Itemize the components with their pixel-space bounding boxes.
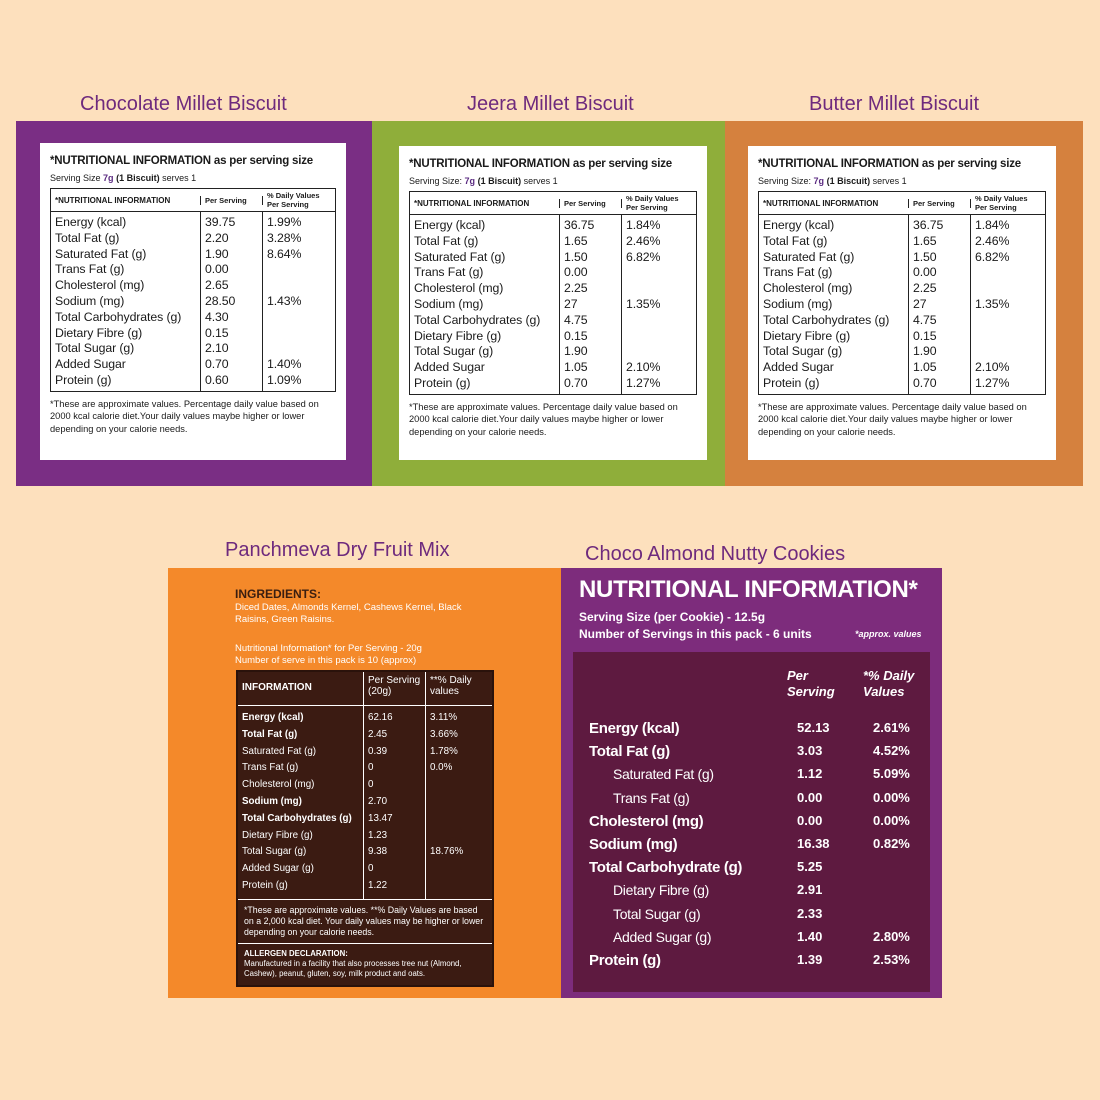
nutrient-value: 1.50	[913, 249, 937, 264]
table-row	[573, 952, 930, 975]
nutrient-name: Total Fat (g)	[589, 743, 670, 761]
nutrient-name: Total Carbohydrates (g)	[242, 812, 352, 824]
nutrient-name: Total Fat (g)	[55, 230, 120, 245]
nutrient-value: 2.45	[368, 728, 388, 740]
nutrient-daily-value: 1.27%	[975, 375, 1010, 390]
nutrient-value: 0.70	[205, 357, 229, 372]
panchmeva-note: *These are approximate values. **% Daily Values are based on a 2,000 kcal diet. Your daily values may be higher or lower depending on your calorie needs.	[238, 899, 492, 943]
nutrient-value: 27	[913, 296, 927, 311]
nutrient-daily-value: 1.35%	[975, 296, 1010, 311]
nutrient-daily-value	[430, 794, 488, 811]
serving-qty: 7g	[813, 176, 825, 186]
nutrient-name: Total Carbohydrate (g)	[589, 859, 743, 877]
serving-prefix: Serving Size	[50, 173, 101, 183]
nutrient-daily-value: 1.43%	[267, 293, 302, 308]
nutrient-daily-value	[430, 861, 488, 878]
nutrient-name: Trans Fat (g)	[242, 762, 299, 774]
nutrient-name: Protein (g)	[589, 952, 661, 969]
nutrient-daily-value	[430, 777, 488, 794]
serving-prefix: Serving Size:	[409, 176, 463, 186]
nutrient-daily-value: 2.10%	[975, 360, 1010, 375]
nutrient-value: 1.90	[205, 246, 229, 261]
nutrient-value: 1.12	[797, 766, 823, 782]
nutrient-daily-value	[267, 310, 331, 326]
nutrient-value: 0.00	[205, 262, 229, 277]
nutrient-value: 3.03	[797, 743, 823, 759]
nutrient-value: 9.38	[368, 846, 388, 858]
nutrient-daily-value: 6.82%	[626, 249, 661, 264]
nutrient-value: 0.70	[564, 375, 588, 390]
nutrient-value: 1.90	[913, 344, 937, 359]
nutrient-name: Dietary Fibre (g)	[242, 829, 313, 841]
nutrient-names	[759, 215, 909, 394]
choco-servings: Number of Servings in this pack - 6 units	[579, 627, 812, 641]
nutrient-name: Trans Fat (g)	[55, 262, 125, 277]
nutrient-daily-value: 4.52%	[873, 743, 910, 759]
nutrient-value: 0.00	[564, 265, 588, 280]
table-row	[573, 766, 930, 789]
nutrient-daily-value	[626, 281, 692, 297]
nutrient-value: 27	[564, 296, 578, 311]
nutrient-value: 2.70	[368, 795, 388, 807]
nutrient-value: 2.10	[205, 341, 229, 356]
panel-panchmeva	[168, 568, 561, 998]
nutrient-daily-value: 0.82%	[873, 836, 910, 851]
nutrient-name: Energy (kcal)	[242, 712, 304, 723]
table-row	[573, 720, 930, 743]
nutrient-daily-value	[267, 341, 331, 357]
col-daily-values: % Daily Values Per Serving	[626, 194, 679, 212]
table-row	[573, 743, 930, 766]
serving-info-line1: Nutritional Information* for Per Serving - 20g	[235, 643, 422, 654]
nutrient-name: Cholesterol (mg)	[242, 779, 315, 791]
nutrient-value: 1.65	[564, 233, 588, 248]
nutrient-name: Cholesterol (mg)	[763, 281, 853, 296]
nutrient-daily-value	[626, 329, 692, 345]
nutrient-value: 36.75	[913, 218, 944, 232]
nutrient-name: Dietary Fibre (g)	[55, 325, 143, 340]
nutrient-name: Total Sugar (g)	[55, 341, 135, 356]
table-body	[51, 212, 335, 391]
nutrient-name: Saturated Fat (g)	[613, 766, 714, 783]
nutrient-name: Total Carbohydrates (g)	[55, 309, 182, 324]
nutrient-values	[560, 215, 622, 394]
nutrient-name: Protein (g)	[763, 375, 820, 390]
nutrient-value: 0.15	[205, 325, 229, 340]
nutrient-daily-value: 1.40%	[267, 357, 302, 372]
nutrient-daily-value: 3.66%	[430, 728, 458, 740]
nutrient-daily-value: 2.53%	[873, 952, 910, 967]
nutrient-daily-value	[975, 329, 1041, 345]
col-information: *NUTRITIONAL INFORMATION	[759, 199, 909, 208]
nutrient-value: 1.23	[368, 829, 388, 841]
nutrient-values	[909, 215, 971, 394]
nutrient-name: Sodium (mg)	[414, 296, 484, 311]
disclaimer-note: *These are approximate values. Percentage daily value based on 2000 kcal calorie diet.Your daily values maybe higher or lower depending on your calorie needs.	[50, 398, 319, 434]
heading-panchmeva: Panchmeva Dry Fruit Mix	[225, 539, 450, 561]
serving-size	[409, 176, 697, 186]
table-row	[573, 906, 930, 929]
nutrient-value: 0.00	[797, 812, 823, 828]
nutrient-daily-value: 3.28%	[267, 230, 302, 245]
nutrient-value: 28.50	[205, 293, 236, 308]
col-information: INFORMATION	[238, 672, 364, 705]
nutrient-daily-value	[267, 326, 331, 342]
nutrient-name: Added Sugar	[414, 360, 485, 375]
nutrient-daily-value: 1.84%	[626, 218, 661, 232]
nutrient-name: Added Sugar	[763, 360, 834, 375]
nutrient-daily-value: 1.27%	[626, 375, 661, 390]
allergen-title: ALLERGEN DECLARATION:	[244, 948, 348, 958]
nutrient-value: 2.20	[205, 230, 229, 245]
nutrient-daily-value	[430, 828, 488, 845]
nutrient-name: Dietary Fibre (g)	[613, 882, 710, 899]
col-information: *NUTRITIONAL INFORMATION	[51, 196, 201, 205]
nutrient-value: 36.75	[564, 218, 595, 232]
heading-butter: Butter Millet Biscuit	[809, 93, 980, 115]
table-header	[51, 189, 335, 212]
table-row	[573, 929, 930, 952]
table-row	[573, 790, 930, 813]
nutrient-daily-value: 0.00%	[873, 789, 910, 805]
nutrient-value: 4.30	[205, 309, 229, 324]
nutrient-name: Saturated Fat (g)	[242, 745, 317, 757]
nutrient-name: Energy (kcal)	[55, 215, 127, 229]
col-daily-values: *% Daily Values	[863, 668, 915, 699]
nutrient-name: Dietary Fibre (g)	[763, 328, 851, 343]
choco-serving-size: Serving Size (per Cookie) - 12.5g	[579, 610, 766, 624]
nutrient-daily	[263, 212, 335, 391]
nutrient-name: Added Sugar (g)	[242, 863, 314, 875]
serving-qty: 7g	[103, 173, 114, 183]
col-daily-values: % Daily Values Per Serving	[975, 194, 1028, 212]
nutrient-name: Total Fat (g)	[242, 728, 298, 740]
table-header	[759, 192, 1045, 215]
nutrient-name: Added Sugar	[55, 357, 126, 372]
serving-biscuit: (1 Biscuit)	[826, 176, 871, 186]
choco-nutrition-table	[573, 652, 930, 992]
nutrient-daily-value: 2.46%	[626, 233, 661, 248]
nutrient-name: Energy (kcal)	[763, 218, 835, 232]
nutrient-value: 1.39	[797, 952, 823, 967]
nutrient-daily-value	[626, 313, 692, 329]
nutrient-name: Sodium (mg)	[55, 293, 125, 308]
nutri-heading: *NUTRITIONAL INFORMATION as per serving size	[409, 158, 672, 170]
nutrient-value: 52.13	[797, 720, 830, 735]
nutrient-daily-value	[975, 344, 1041, 360]
nutrient-daily-value: 18.76%	[430, 846, 464, 858]
nutrient-daily	[426, 706, 492, 899]
nutrient-daily-value: 0.00%	[873, 812, 910, 828]
nutrient-value: 2.33	[797, 905, 823, 921]
nutrient-names	[51, 212, 201, 391]
nutrient-value: 1.50	[564, 249, 588, 264]
nutrient-value: 1.22	[368, 879, 388, 891]
nutrient-value: 16.38	[797, 836, 830, 851]
nutrient-daily-value: 2.61%	[873, 720, 910, 735]
nutrient-name: Cholesterol (mg)	[589, 812, 704, 830]
serving-biscuit: (1 Biscuit)	[477, 176, 522, 186]
chocolate-nutrition-card	[40, 143, 346, 460]
nutrient-value: 1.40	[797, 928, 823, 944]
table-body	[238, 706, 492, 899]
nutrient-daily-value	[430, 811, 488, 828]
nutrient-name: Total Sugar (g)	[763, 344, 843, 359]
nutrient-value: 0.60	[205, 372, 229, 387]
nutrient-name: Trans Fat (g)	[763, 265, 833, 280]
nutrient-value: 2.91	[797, 882, 823, 898]
nutrient-value: 0.15	[564, 328, 588, 343]
nutrient-value: 2.65	[205, 278, 229, 293]
nutrient-value: 4.75	[913, 312, 937, 327]
nutrient-daily	[622, 215, 696, 394]
col-per-serving: Per Serving	[909, 199, 971, 208]
nutrient-value: 39.75	[205, 215, 236, 229]
nutrient-daily-value: 6.82%	[975, 249, 1010, 264]
heading-chocolate: Chocolate Millet Biscuit	[80, 93, 287, 115]
nutrient-values	[201, 212, 263, 391]
nutrient-name: Protein (g)	[242, 879, 288, 891]
nutrient-value: 1.65	[913, 233, 937, 248]
nutrient-daily-value	[975, 313, 1041, 329]
nutrition-table	[50, 188, 336, 392]
col-per-serving: Per Serving (20g)	[364, 672, 426, 705]
nutrient-value: 4.75	[564, 312, 588, 327]
nutrient-name: Cholesterol (mg)	[55, 278, 145, 293]
nutrient-daily-value: 5.09%	[873, 766, 910, 782]
serving-size	[758, 176, 1046, 186]
serving-info-line2: Number of serve in this pack is 10 (approx)	[235, 655, 417, 666]
serving-size	[50, 173, 336, 183]
nutrient-value: 5.25	[797, 859, 823, 875]
col-daily-values: **% Daily values	[430, 675, 472, 697]
nutrient-name: Total Carbohydrates (g)	[763, 312, 890, 327]
allergen-text: Manufactured in a facility that also processes tree nut (Almond, Cashew), peanut, gluten, soy, milk product and oats.	[244, 958, 462, 978]
nutrient-daily-value: 1.09%	[267, 372, 302, 387]
serving-prefix: Serving Size:	[758, 176, 812, 186]
serving-suffix: serves 1	[523, 176, 558, 186]
ingredients-text: Diced Dates, Almonds Kernel, Cashews Kernel, Black Raisins, Green Raisins.	[235, 602, 462, 625]
butter-nutrition-card	[748, 146, 1056, 460]
table-row	[573, 859, 930, 882]
nutrient-name: Sodium (mg)	[242, 795, 302, 807]
nutrient-daily-value	[430, 878, 488, 895]
nutrition-table	[758, 191, 1046, 395]
nutrient-value: 0.39	[368, 745, 388, 757]
nutri-heading: *NUTRITIONAL INFORMATION as per serving size	[50, 155, 313, 167]
nutrient-daily-value	[626, 265, 692, 281]
panel-choco-almond	[561, 568, 942, 998]
nutrient-daily-value: 8.64%	[267, 246, 302, 261]
nutrient-value: 0.00	[913, 265, 937, 280]
table-row	[573, 813, 930, 836]
nutrient-value: 0	[368, 863, 374, 875]
nutrient-daily-value: 2.80%	[873, 928, 910, 944]
table-row	[573, 882, 930, 905]
nutrient-name: Dietary Fibre (g)	[414, 328, 502, 343]
nutrient-daily-value	[267, 278, 331, 294]
table-header	[238, 672, 492, 706]
jeera-nutrition-card	[399, 146, 707, 460]
disclaimer-note: *These are approximate values. Percentage daily value based on 2000 kcal calorie diet.Your daily values maybe higher or lower depending on your calorie needs.	[758, 401, 1027, 437]
nutrient-name: Energy (kcal)	[414, 218, 486, 232]
table-row	[573, 836, 930, 859]
nutrient-name: Sodium (mg)	[763, 296, 833, 311]
nutrient-daily-value: 0.0%	[430, 762, 453, 774]
col-per-serving: Per Serving	[787, 668, 835, 699]
heading-jeera: Jeera Millet Biscuit	[467, 93, 634, 115]
nutrient-daily-value: 1.35%	[626, 296, 661, 311]
nutrient-name: Protein (g)	[55, 372, 112, 387]
nutrient-name: Total Sugar (g)	[613, 905, 701, 922]
table-body	[410, 215, 696, 394]
table-body	[759, 215, 1045, 394]
nutrient-value: 0	[368, 779, 374, 791]
nutrient-value: 13.47	[368, 812, 393, 824]
nutrient-value: 1.05	[564, 360, 588, 375]
nutrient-daily-value: 2.10%	[626, 360, 661, 375]
nutrient-value: 62.16	[368, 712, 393, 723]
nutrient-daily-value	[626, 344, 692, 360]
nutrient-name: Energy (kcal)	[589, 720, 680, 737]
nutrient-value: 2.25	[913, 281, 937, 296]
serving-biscuit: (1 Biscuit)	[116, 173, 160, 183]
nutrient-daily-value	[267, 262, 331, 278]
nutrient-value: 2.25	[564, 281, 588, 296]
choco-title: NUTRITIONAL INFORMATION*	[579, 576, 918, 603]
col-per-serving: Per Serving	[201, 196, 263, 205]
nutrient-name: Saturated Fat (g)	[414, 249, 506, 264]
nutrient-value: 0.15	[913, 328, 937, 343]
nutrient-daily-value: 1.99%	[267, 215, 302, 229]
nutrient-name: Trans Fat (g)	[414, 265, 484, 280]
nutrient-name: Total Sugar (g)	[242, 846, 307, 858]
nutrient-name: Added Sugar (g)	[613, 928, 712, 945]
nutrient-name: Saturated Fat (g)	[763, 249, 855, 264]
nutrient-name: Sodium (mg)	[589, 836, 678, 853]
nutrient-names	[410, 215, 560, 394]
nutrient-daily	[971, 215, 1045, 394]
nutrient-name: Protein (g)	[414, 375, 471, 390]
serving-suffix: serves 1	[872, 176, 907, 186]
table-header	[410, 192, 696, 215]
choco-approx: *approx. values	[855, 629, 922, 639]
nutrition-table	[409, 191, 697, 395]
nutrient-names	[238, 706, 364, 899]
serving-info	[235, 643, 525, 667]
heading-choco-almond: Choco Almond Nutty Cookies	[585, 543, 846, 565]
panchmeva-nutrition-table	[236, 670, 494, 987]
nutrient-values	[364, 706, 426, 899]
allergen-declaration	[238, 943, 492, 985]
disclaimer-note: *These are approximate values. Percentage daily value based on 2000 kcal calorie diet.Your daily values maybe higher or lower depending on your calorie needs.	[409, 401, 678, 437]
nutrient-value: 0	[368, 762, 374, 774]
nutrient-daily-value	[975, 265, 1041, 281]
nutrient-daily-value: 2.46%	[975, 233, 1010, 248]
nutrient-name: Trans Fat (g)	[613, 789, 690, 806]
nutrient-daily-value: 1.84%	[975, 218, 1010, 232]
nutrient-daily-value: 1.78%	[430, 745, 458, 757]
col-information: *NUTRITIONAL INFORMATION	[410, 199, 560, 208]
nutrient-daily-value: 3.11%	[430, 712, 458, 723]
nutrient-value: 1.90	[564, 344, 588, 359]
serving-suffix: serves 1	[162, 173, 197, 183]
nutri-heading: *NUTRITIONAL INFORMATION as per serving size	[758, 158, 1021, 170]
nutrient-name: Total Fat (g)	[414, 233, 479, 248]
nutrient-daily-value	[975, 281, 1041, 297]
col-per-serving: Per Serving	[560, 199, 622, 208]
ingredients-title: INGREDIENTS:	[235, 587, 322, 601]
nutrient-value: 1.05	[913, 360, 937, 375]
nutrient-value: 0.70	[913, 375, 937, 390]
serving-qty: 7g	[464, 176, 476, 186]
nutrient-value: 0.00	[797, 789, 823, 805]
col-daily-values: % Daily Values Per Serving	[267, 191, 320, 209]
nutrient-name: Saturated Fat (g)	[55, 246, 147, 261]
nutrient-name: Total Fat (g)	[763, 233, 828, 248]
nutrient-name: Total Sugar (g)	[414, 344, 494, 359]
nutrient-name: Total Carbohydrates (g)	[414, 312, 541, 327]
nutrient-name: Cholesterol (mg)	[414, 281, 504, 296]
